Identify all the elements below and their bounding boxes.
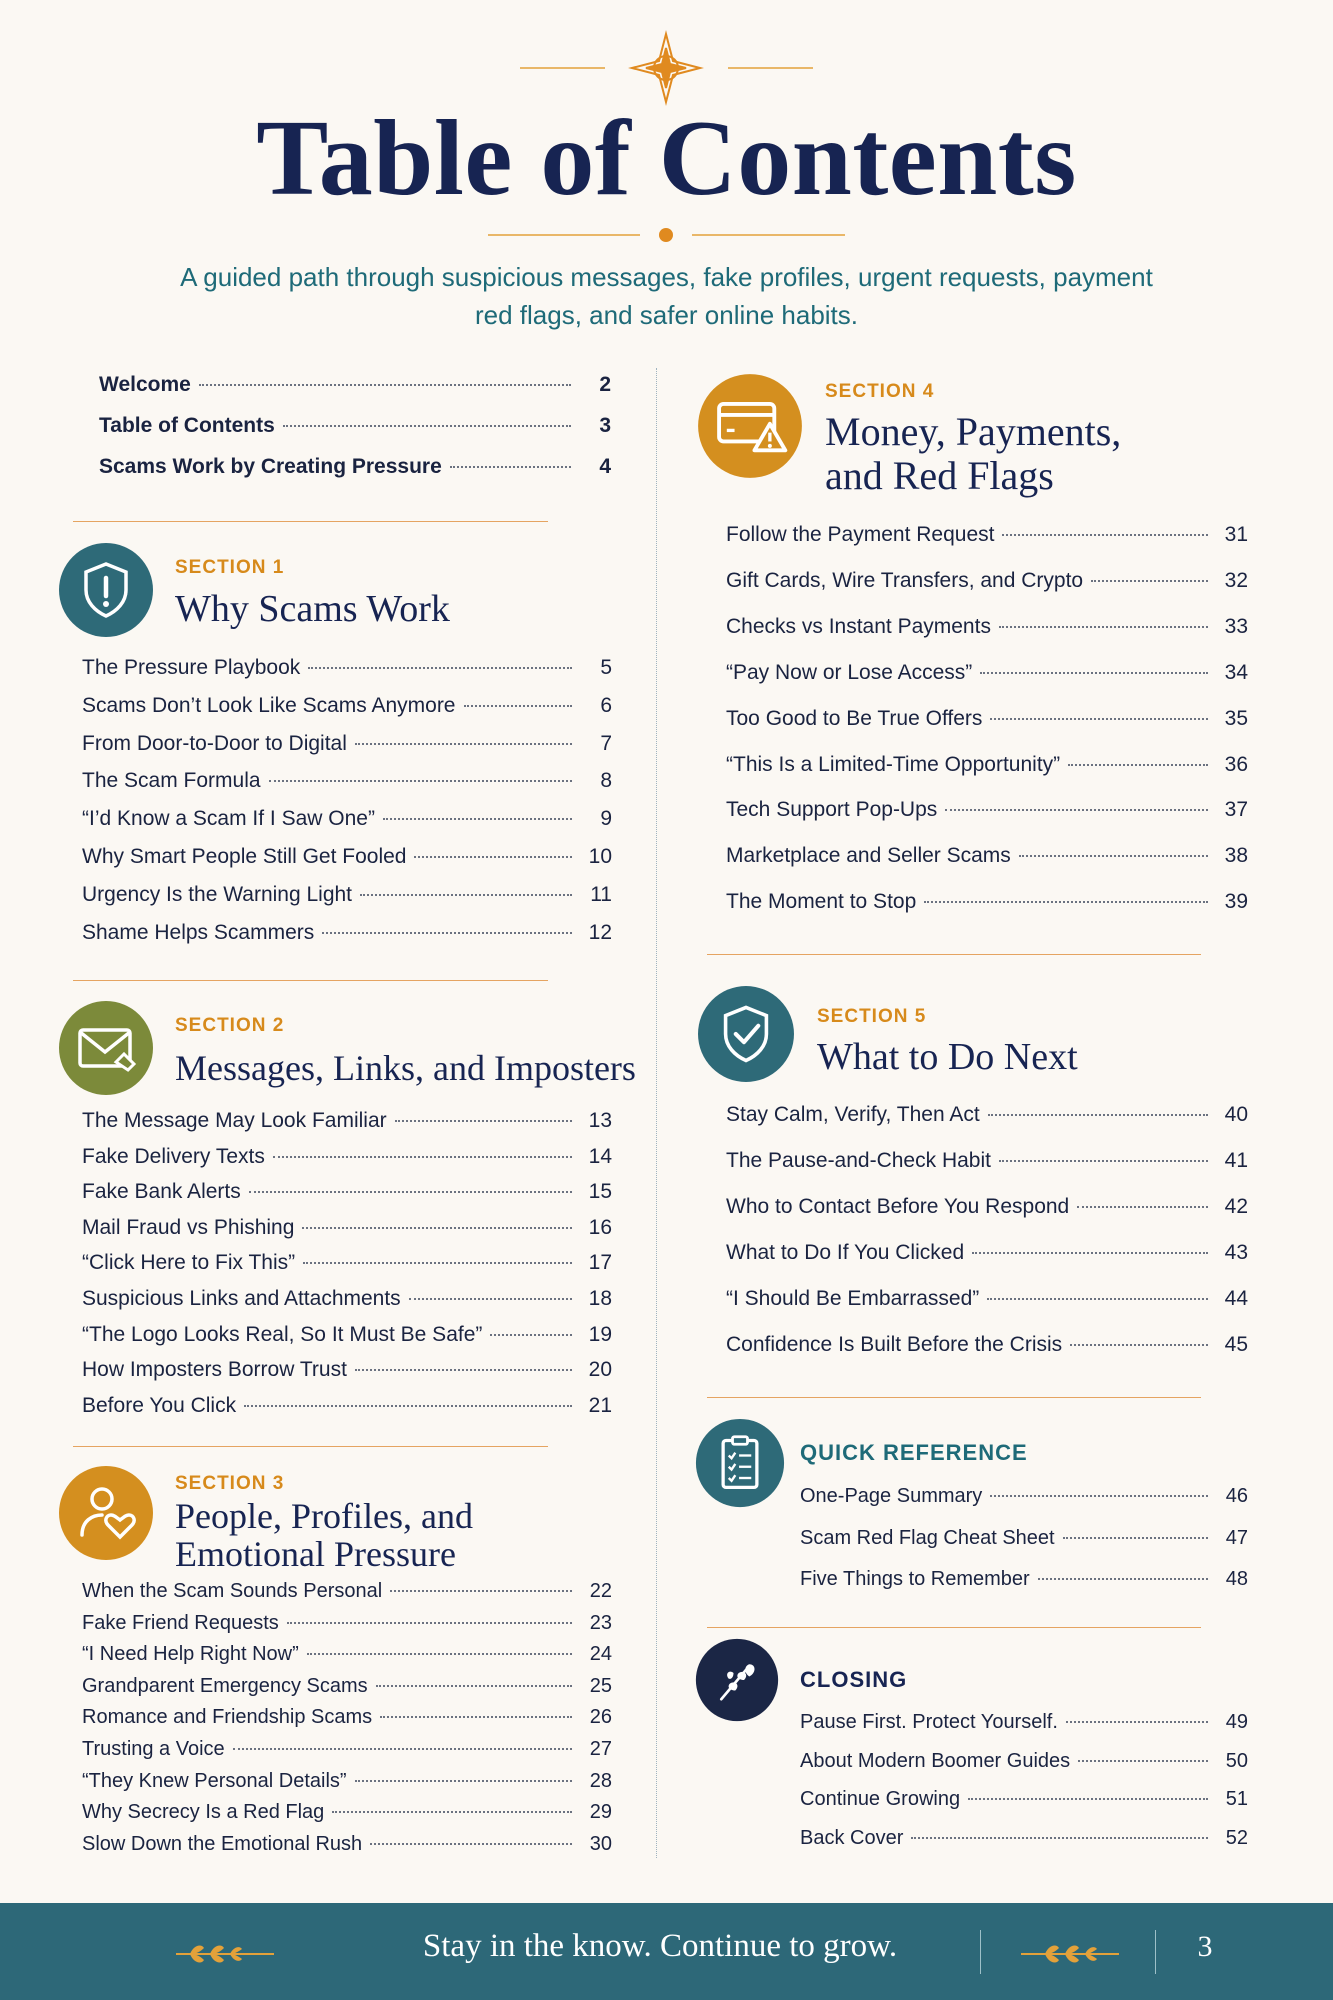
toc-entry-label: Fake Bank Alerts: [82, 1180, 241, 1204]
toc-entry-label: Romance and Friendship Scams: [82, 1706, 373, 1729]
dot-leader: [999, 626, 1208, 628]
dot-leader: [945, 809, 1208, 811]
dot-leader: [490, 1334, 572, 1336]
dot-leader: [383, 818, 572, 820]
toc-entry[interactable]: [82, 1394, 612, 1418]
toc-entry-page: 48: [1225, 1568, 1248, 1590]
toc-entry-page: 38: [1224, 844, 1248, 868]
toc-entry-label: Why Smart People Still Get Fooled: [82, 845, 407, 868]
section-title: Money, Payments, and Red Flags: [825, 409, 1122, 498]
dot-leader: [1068, 764, 1208, 766]
toc-entry-page: 9: [600, 807, 612, 831]
section-title: Messages, Links, and Imposters: [175, 1048, 636, 1088]
toc-entry-label: The Message May Look Familiar: [82, 1109, 387, 1132]
toc-entry-page: 37: [1224, 798, 1248, 822]
toc-entry[interactable]: [726, 798, 1248, 822]
shield-exclamation-icon: [58, 542, 154, 638]
dot-leader: [980, 672, 1208, 674]
dot-leader: [1066, 1721, 1208, 1723]
dot-leader: [1070, 1344, 1208, 1346]
toc-entry-page: 11: [590, 882, 612, 906]
toc-entry-page: 39: [1224, 890, 1248, 914]
toc-entry-page: 43: [1224, 1241, 1248, 1264]
page-number: 3: [1197, 1930, 1213, 1963]
toc-entry[interactable]: [800, 1711, 1248, 1734]
toc-entry-label: One-Page Summary: [800, 1485, 983, 1507]
dot-leader: [355, 1780, 572, 1782]
footer-separator: [1155, 1930, 1156, 1974]
toc-entry-page: 17: [588, 1251, 612, 1275]
dot-leader: [390, 1590, 572, 1592]
dot-leader: [968, 1798, 1208, 1800]
toc-entry-label: Before You Click: [82, 1393, 237, 1417]
toc-entry-page: 8: [600, 769, 612, 793]
toc-entry[interactable]: [82, 1358, 612, 1382]
dot-leader: [332, 1811, 572, 1813]
toc-entry[interactable]: [82, 769, 612, 793]
dot-leader: [269, 780, 572, 782]
toc-entry-label: The Pressure Playbook: [82, 656, 301, 679]
dot-leader: [322, 932, 572, 934]
toc-entry-page: 14: [588, 1144, 612, 1168]
toc-entry-label: “Click Here to Fix This”: [82, 1251, 296, 1275]
toc-entry-label: Gift Cards, Wire Transfers, and Crypto: [726, 568, 1084, 592]
dot-leader: [360, 894, 572, 896]
toc-entry-page: 32: [1224, 568, 1248, 592]
section-label: SECTION 3: [175, 1473, 285, 1494]
dot-leader: [376, 1685, 572, 1687]
toc-entry[interactable]: [726, 1103, 1248, 1127]
toc-entry[interactable]: [82, 1323, 612, 1347]
toc-entry-label: Five Things to Remember: [800, 1568, 1030, 1590]
toc-entry-label: Slow Down the Emotional Rush: [82, 1832, 363, 1855]
toc-entry-page: 7: [600, 731, 612, 755]
toc-entry[interactable]: [82, 1706, 612, 1729]
toc-entry[interactable]: [82, 1675, 612, 1698]
toc-entry[interactable]: Welcome 2: [99, 373, 611, 396]
dot-leader: [1002, 534, 1208, 536]
dot-leader: [355, 1369, 572, 1371]
toc-entry-page: 23: [589, 1611, 612, 1634]
dot-leader: [972, 1252, 1208, 1254]
toc-entry-label: Who to Contact Before You Respond: [726, 1195, 1070, 1218]
section-divider: [707, 1397, 1201, 1398]
person-heart-icon: [58, 1465, 154, 1561]
toc-entry-page: 21: [588, 1393, 612, 1417]
toc-entry[interactable]: [82, 1180, 612, 1204]
footer-tagline: Stay in the know. Continue to grow.: [422, 1928, 898, 1964]
toc-entry-label: Grandparent Emergency Scams: [82, 1674, 368, 1697]
toc-entry-label: Fake Delivery Texts: [82, 1144, 265, 1168]
toc-entry[interactable]: [800, 1485, 1248, 1508]
toc-entry-page: 19: [588, 1322, 612, 1346]
toc-entry-page: 45: [1224, 1333, 1248, 1356]
toc-entry-page: 44: [1224, 1287, 1248, 1310]
dot-leader: [1063, 1537, 1208, 1539]
dot-leader: [911, 1837, 1208, 1839]
toc-entry-page: 50: [1225, 1749, 1248, 1772]
shield-check-icon: [697, 985, 795, 1083]
section-label: CLOSING: [800, 1667, 908, 1692]
section-divider: [73, 1446, 548, 1447]
toc-entry-page: 41: [1224, 1149, 1248, 1172]
toc-entry-label: Too Good to Be True Offers: [726, 706, 983, 730]
section-title: Why Scams Work: [175, 588, 450, 630]
toc-entry-label: Checks vs Instant Payments: [726, 614, 991, 638]
toc-entry[interactable]: [726, 523, 1248, 547]
dot-leader: [1077, 1206, 1208, 1208]
toc-entry-label: Pause First. Protect Yourself.: [800, 1711, 1058, 1733]
dot-leader: [233, 1748, 572, 1750]
toc-entry[interactable]: [82, 1643, 612, 1666]
toc-entry-label: Why Secrecy Is a Red Flag: [82, 1801, 325, 1824]
toc-entry-label: How Imposters Borrow Trust: [82, 1358, 347, 1382]
toc-entry-page: 25: [589, 1674, 612, 1697]
toc-entry-label: Stay Calm, Verify, Then Act: [726, 1103, 980, 1126]
toc-entry[interactable]: [82, 1216, 612, 1240]
toc-entry-page: 10: [588, 845, 612, 868]
toc-entry-label: Trusting a Voice: [82, 1738, 225, 1760]
toc-entry-label: “I Should Be Embarrassed”: [726, 1287, 980, 1310]
dot-leader: [244, 1405, 572, 1407]
toc-entry[interactable]: [82, 1580, 612, 1603]
toc-entry[interactable]: [726, 661, 1248, 685]
dot-leader: [249, 1191, 572, 1193]
toc-entry-label: “I Need Help Right Now”: [82, 1643, 299, 1666]
toc-entry[interactable]: [800, 1788, 1248, 1811]
dot-leader: [370, 1843, 572, 1845]
toc-entry[interactable]: [726, 707, 1248, 731]
toc-entry[interactable]: [82, 1145, 612, 1169]
toc-entry[interactable]: [82, 1287, 612, 1311]
toc-entry[interactable]: [800, 1568, 1248, 1591]
toc-entry-page: 51: [1225, 1788, 1248, 1810]
dot-leader: [303, 1262, 572, 1264]
envelope-icon: [58, 1000, 154, 1096]
toc-entry-label: Tech Support Pop-Ups: [726, 798, 938, 822]
toc-entry-label: The Pause-and-Check Habit: [726, 1149, 991, 1172]
toc-entry[interactable]: [82, 694, 612, 718]
toc-entry-label: “Pay Now or Lose Access”: [726, 660, 973, 684]
toc-entry[interactable]: [82, 732, 612, 756]
toc-entry[interactable]: Scams Work by Creating Pressure 4: [99, 455, 611, 478]
dot-leader: [273, 1156, 572, 1158]
toc-entry[interactable]: [726, 1195, 1248, 1219]
section-divider: [707, 1627, 1201, 1628]
dot-leader: [414, 856, 572, 858]
toc-entry[interactable]: [82, 1770, 612, 1793]
toc-entry-label: Back Cover: [800, 1826, 904, 1849]
section-label: SECTION 1: [175, 557, 285, 578]
toc-entry[interactable]: [82, 1738, 612, 1761]
dot-leader: [987, 1298, 1208, 1300]
toc-entry-label: Mail Fraud vs Phishing: [82, 1215, 295, 1239]
toc-entry-label: Marketplace and Seller Scams: [726, 844, 1011, 868]
dot-leader: [307, 1653, 572, 1655]
toc-entry[interactable]: Table of Contents 3: [99, 414, 611, 437]
section-label: SECTION 4: [825, 381, 935, 402]
toc-entry-page: 35: [1224, 706, 1248, 730]
toc-entry[interactable]: [726, 844, 1248, 868]
toc-entry[interactable]: [726, 1241, 1248, 1265]
dot-leader: [308, 667, 572, 669]
toc-entry[interactable]: [726, 1149, 1248, 1173]
toc-entry-label: From Door-to-Door to Digital: [82, 731, 347, 755]
toc-entry[interactable]: [726, 753, 1248, 777]
toc-entry[interactable]: [82, 921, 612, 945]
toc-entry[interactable]: [726, 569, 1248, 593]
sprig-ornament-icon: [1015, 1934, 1125, 1974]
toc-entry-page: 31: [1224, 523, 1248, 546]
toc-entry-label: Scams Don’t Look Like Scams Anymore: [82, 693, 456, 717]
toc-entry-page: 5: [600, 656, 612, 679]
column-divider: [656, 368, 657, 1858]
toc-entry-page: 28: [589, 1769, 612, 1792]
dot-leader: [924, 901, 1208, 903]
toc-entry[interactable]: [82, 1251, 612, 1275]
leaf-sprig-icon: [695, 1638, 779, 1722]
dot-leader: [464, 705, 573, 707]
sprig-ornament-icon: [170, 1934, 280, 1974]
footer-separator: [980, 1930, 981, 1974]
compass-ornament-icon: [0, 28, 1333, 108]
toc-entry-label: When the Scam Sounds Personal: [82, 1580, 383, 1602]
toc-entry-page: 20: [588, 1358, 612, 1382]
section-label: QUICK REFERENCE: [800, 1440, 1028, 1465]
dot-leader: [287, 1622, 572, 1624]
toc-entry[interactable]: [82, 1109, 612, 1133]
toc-entry-page: 22: [589, 1580, 612, 1602]
title-divider: [0, 220, 1333, 250]
toc-entry-label: Scam Red Flag Cheat Sheet: [800, 1526, 1055, 1549]
toc-entry-label: Suspicious Links and Attachments: [82, 1287, 401, 1310]
toc-entry-label: Fake Friend Requests: [82, 1611, 279, 1634]
page-subtitle: A guided path through suspicious messages, fake profiles, urgent requests, payment red flags, and safer online habits.: [180, 262, 1153, 330]
toc-entry-label: The Scam Formula: [82, 769, 261, 793]
toc-entry-page: 36: [1224, 752, 1248, 776]
toc-entry-label: Confidence Is Built Before the Crisis: [726, 1333, 1063, 1356]
toc-entry[interactable]: [800, 1827, 1248, 1850]
toc-entry-label: Follow the Payment Request: [726, 523, 995, 546]
section-title: What to Do Next: [817, 1036, 1078, 1078]
toc-entry-label: Urgency Is the Warning Light: [82, 882, 353, 906]
dot-leader: [988, 1114, 1208, 1116]
section-divider: [73, 521, 548, 522]
dot-leader: [990, 718, 1208, 720]
dot-leader: [1091, 580, 1208, 582]
card-warning-icon: [697, 373, 803, 479]
toc-entry[interactable]: [726, 1333, 1248, 1357]
toc-entry-page: 15: [588, 1180, 612, 1204]
section-divider: [707, 954, 1201, 955]
toc-entry-page: 52: [1225, 1826, 1248, 1849]
toc-entry-page: 26: [589, 1706, 612, 1729]
section-label: SECTION 2: [175, 1015, 285, 1036]
toc-entry[interactable]: [82, 1801, 612, 1824]
dot-leader: [990, 1495, 1208, 1497]
toc-entry[interactable]: [82, 1833, 612, 1856]
dot-leader: [1019, 855, 1208, 857]
section-label: SECTION 5: [817, 1006, 927, 1027]
toc-entry[interactable]: [82, 883, 612, 907]
toc-entry-page: 18: [588, 1287, 612, 1310]
toc-entry-page: 46: [1225, 1485, 1248, 1507]
page-title: Table of Contents: [256, 99, 1077, 218]
toc-entry-label: “This Is a Limited-Time Opportunity”: [726, 752, 1061, 776]
toc-entry-page: 24: [589, 1643, 612, 1666]
dot-leader: [1078, 1760, 1208, 1762]
toc-entry[interactable]: [82, 1612, 612, 1635]
dot-leader: [409, 1298, 572, 1300]
toc-entry[interactable]: [726, 890, 1248, 914]
toc-entry-label: “They Knew Personal Details”: [82, 1769, 347, 1792]
dot-leader: [1038, 1578, 1208, 1580]
clipboard-checklist-icon: [695, 1418, 785, 1508]
toc-entry-label: The Moment to Stop: [726, 890, 917, 914]
toc-entry[interactable]: [82, 845, 612, 869]
dot-leader: [380, 1716, 572, 1718]
section-divider: [73, 980, 548, 981]
section-title: People, Profiles, and Emotional Pressure: [175, 1496, 473, 1574]
dot-leader: [999, 1160, 1208, 1162]
toc-entry[interactable]: [82, 656, 612, 680]
toc-entry-page: 6: [600, 693, 612, 717]
dot-leader: [395, 1120, 572, 1122]
dot-leader: [302, 1227, 572, 1229]
toc-entry-page: 40: [1224, 1103, 1248, 1126]
toc-entry-page: 12: [588, 920, 612, 944]
toc-entry-page: 30: [589, 1832, 612, 1855]
toc-entry[interactable]: [800, 1527, 1248, 1550]
toc-entry-page: 33: [1224, 614, 1248, 638]
toc-entry[interactable]: [800, 1750, 1248, 1773]
toc-entry-label: Continue Growing: [800, 1788, 961, 1810]
toc-entry-label: About Modern Boomer Guides: [800, 1749, 1071, 1772]
toc-entry-label: What to Do If You Clicked: [726, 1241, 965, 1264]
dot-leader: [355, 743, 572, 745]
toc-entry[interactable]: [726, 1287, 1248, 1311]
toc-entry-page: 27: [589, 1738, 612, 1760]
toc-entry-page: 29: [589, 1801, 612, 1824]
toc-entry-page: 13: [588, 1109, 612, 1132]
toc-entry-page: 47: [1225, 1526, 1248, 1549]
toc-entry-page: 49: [1225, 1711, 1248, 1733]
toc-entry-page: 16: [588, 1215, 612, 1239]
toc-entry[interactable]: [82, 807, 612, 831]
toc-entry-page: 34: [1224, 660, 1248, 684]
toc-entry-page: 42: [1224, 1195, 1248, 1218]
toc-entry[interactable]: [726, 615, 1248, 639]
toc-entry-label: “The Logo Looks Real, So It Must Be Safe”: [82, 1322, 483, 1346]
toc-entry-label: Shame Helps Scammers: [82, 920, 315, 944]
toc-entry-label: “I’d Know a Scam If I Saw One”: [82, 807, 375, 831]
